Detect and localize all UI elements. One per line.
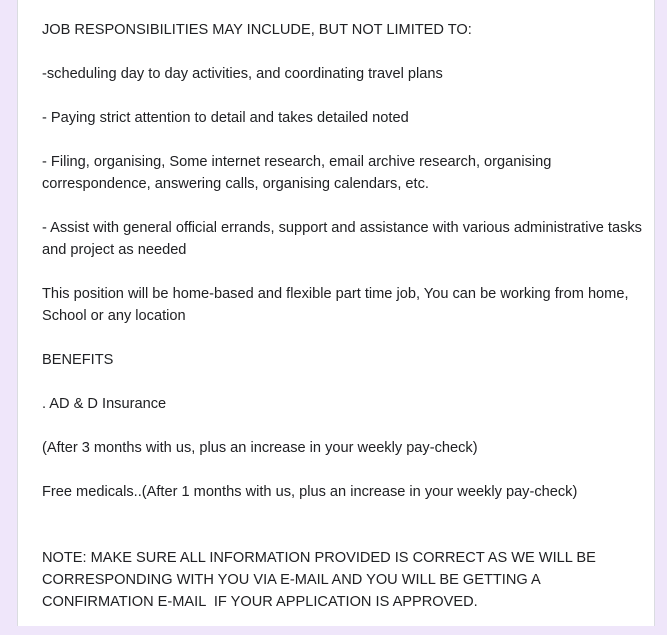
benefit-item: . AD & D Insurance bbox=[42, 396, 167, 412]
benefits-heading: BENEFITS bbox=[42, 352, 114, 368]
form-description bbox=[42, 19, 647, 635]
responsibility-item: - Filing, organising, Some internet research, email archive research, organising correspondence, answering calls, organising calendars, etc. bbox=[42, 154, 556, 192]
responsibility-item: - Paying strict attention to detail and takes detailed noted bbox=[42, 110, 409, 126]
position-text: This position will be home-based and flexible part time job, You can be working from home, School or any location bbox=[42, 286, 633, 324]
responsibilities-heading: JOB RESPONSIBILITIES MAY INCLUDE, BUT NOT LIMITED TO: bbox=[42, 22, 472, 38]
note-text: NOTE: MAKE SURE ALL INFORMATION PROVIDED IS CORRECT AS WE WILL BE CORRESPONDING WITH YOU VIA E-MAIL AND YOU WILL BE GETTING A CONFIRMATION E-MAIL IF YOUR APPLICATION IS APPROVED. bbox=[42, 550, 600, 610]
responsibility-item: -scheduling day to day activities, and coordinating travel plans bbox=[42, 66, 443, 82]
benefit-note: (After 3 months with us, plus an increase in your weekly pay-check) bbox=[42, 440, 478, 456]
form-description-card bbox=[17, 0, 655, 626]
responsibility-item: - Assist with general official errands, support and assistance with various administrative tasks and project as needed bbox=[42, 220, 647, 258]
benefit-item: Free medicals..(After 1 months with us, plus an increase in your weekly pay-check) bbox=[42, 484, 578, 500]
